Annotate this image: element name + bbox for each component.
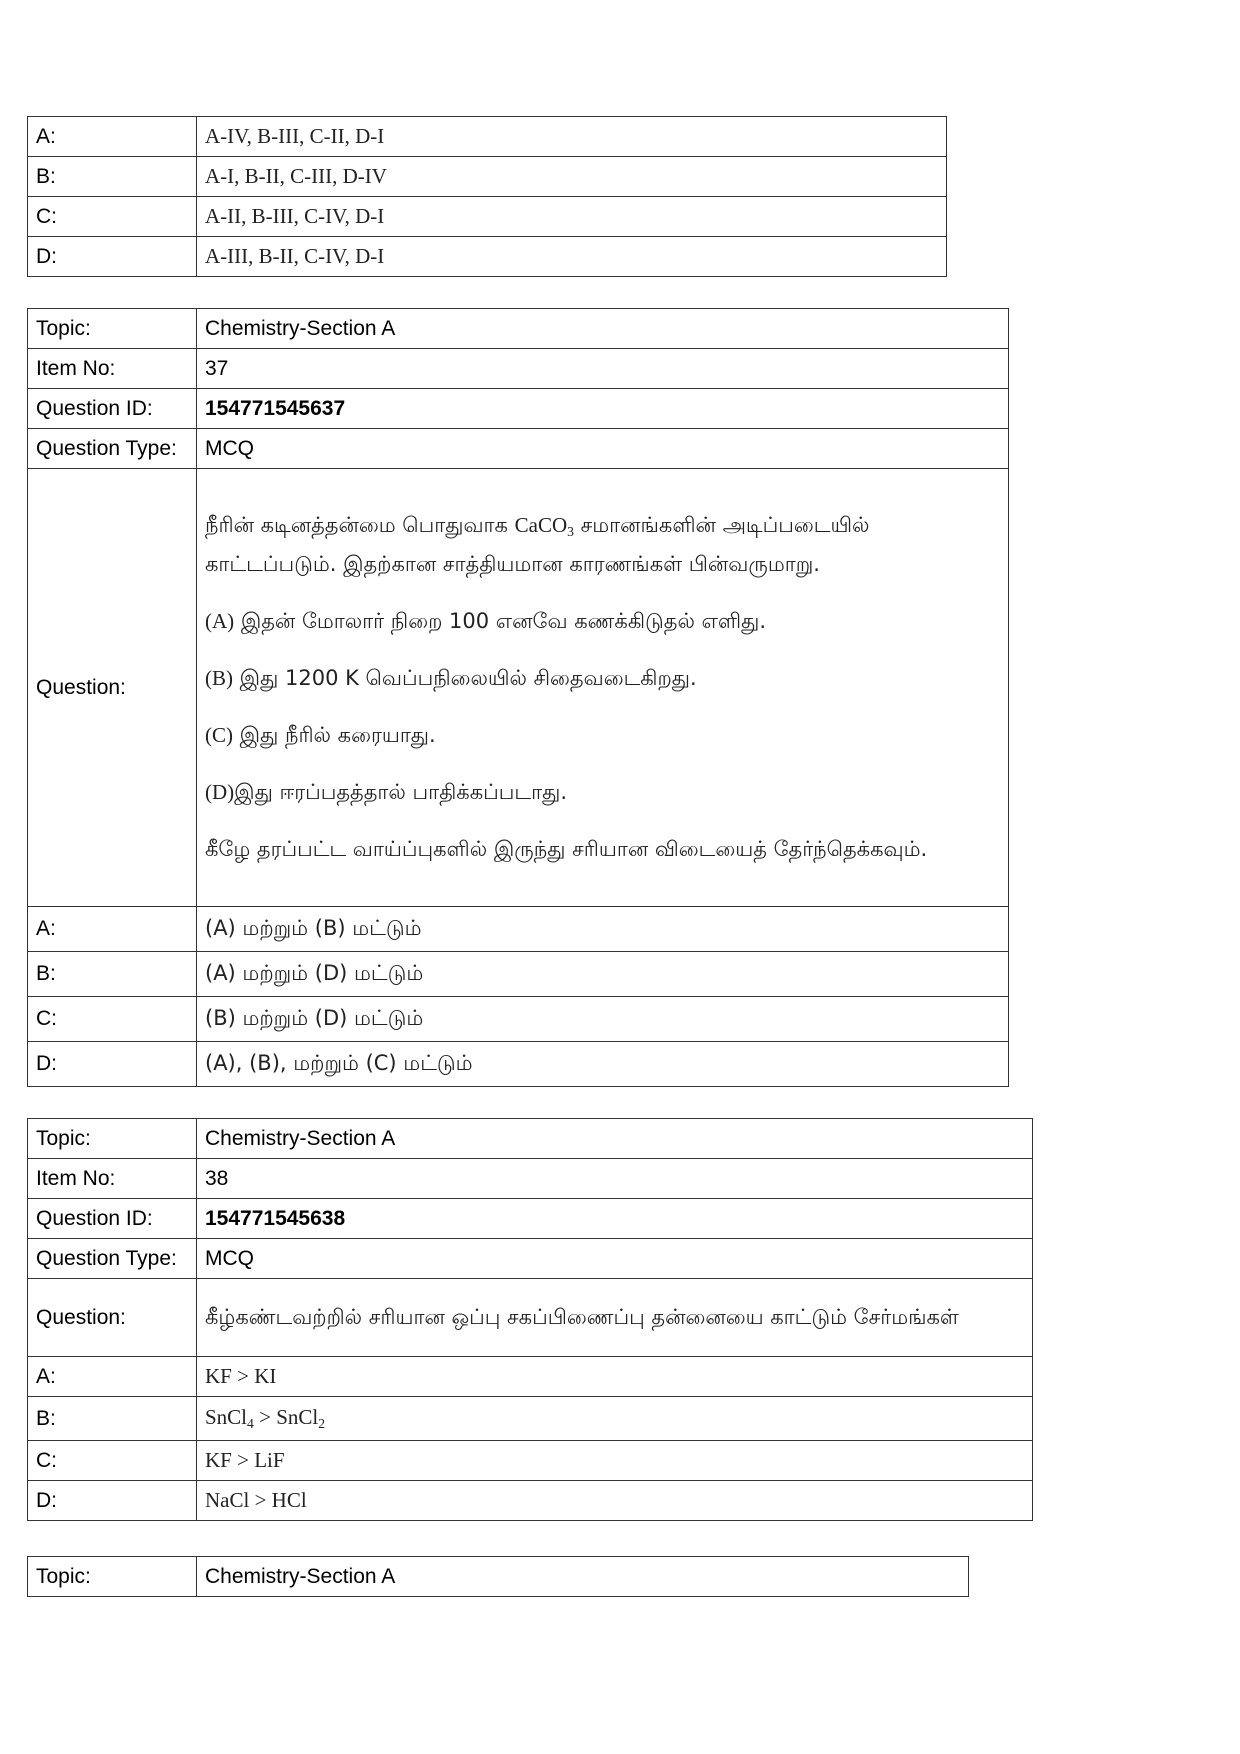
question-intro: நீரின் கடினத்தன்மை பொதுவாக CaCO$_3$ சமானங்களின் அடிப்படையில் காட்டப்படும். இதற்கான சாத்தியமான காரணங்கள் பின்வருமாறு. <box>205 512 870 577</box>
topic-value: Chemistry-Section A <box>197 1557 969 1597</box>
topic-label: Topic: <box>28 1119 197 1159</box>
question-type-value: MCQ <box>197 1239 1033 1279</box>
option-c-label: C: <box>28 997 197 1042</box>
question-id-label: Question ID: <box>28 389 197 429</box>
topic-label: Topic: <box>28 309 197 349</box>
statement-a: (A) இதன் மோலார் நிறை 100 எனவே கணக்கிடுதல் எளிது. <box>205 609 767 634</box>
table-row <box>28 389 1009 429</box>
table-row <box>28 1441 1033 1481</box>
prev-options-table <box>27 116 947 277</box>
option-a-label: A: <box>28 907 197 952</box>
option-d-label: D: <box>28 1481 197 1521</box>
topic-label: Topic: <box>28 1557 197 1597</box>
topic-value: Chemistry-Section A <box>197 309 1009 349</box>
table-row <box>28 1042 1009 1087</box>
table-row <box>28 1481 1033 1521</box>
question-type-value: MCQ <box>197 429 1009 469</box>
option-label: B: <box>28 157 197 197</box>
item-no-label: Item No: <box>28 1159 197 1199</box>
table-row <box>28 237 947 277</box>
option-value: A-II, B-III, C-IV, D-I <box>197 197 947 237</box>
option-b-value: (A) மற்றும் (D) மட்டும் <box>197 952 1009 997</box>
question-type-label: Question Type: <box>28 429 197 469</box>
table-row <box>28 429 1009 469</box>
option-value: A-III, B-II, C-IV, D-I <box>197 237 947 277</box>
table-row <box>28 1119 1033 1159</box>
question-label: Question: <box>28 469 197 907</box>
table-row <box>28 117 947 157</box>
table-row <box>28 197 947 237</box>
option-c-value: KF > LiF <box>197 1441 1033 1481</box>
option-label: D: <box>28 237 197 277</box>
statement-c: (C) இது நீரில் கரையாது. <box>205 723 436 748</box>
table-row <box>28 952 1009 997</box>
option-b-value: SnCl$_4$ > SnCl$_2$ <box>197 1397 1033 1441</box>
option-d-value: NaCl > HCl <box>197 1481 1033 1521</box>
question-37-table <box>27 308 1009 1087</box>
option-label: C: <box>28 197 197 237</box>
option-c-label: C: <box>28 1441 197 1481</box>
topic-value: Chemistry-Section A <box>197 1119 1033 1159</box>
question-id-label: Question ID: <box>28 1199 197 1239</box>
question-label: Question: <box>28 1279 197 1357</box>
question-id-value: 154771545638 <box>197 1199 1033 1239</box>
table-row <box>28 157 947 197</box>
item-no-value: 38 <box>197 1159 1033 1199</box>
option-c-value: (B) மற்றும் (D) மட்டும் <box>197 997 1009 1042</box>
question-body <box>197 469 1009 907</box>
table-row <box>28 349 1009 389</box>
option-a-value: (A) மற்றும் (B) மட்டும் <box>197 907 1009 952</box>
item-no-label: Item No: <box>28 349 197 389</box>
item-no-value: 37 <box>197 349 1009 389</box>
table-row <box>28 1239 1033 1279</box>
option-b-label: B: <box>28 1397 197 1441</box>
table-row <box>28 1159 1033 1199</box>
question-instruction: கீழே தரப்பட்ட வாய்ப்புகளில் இருந்து சரியான விடையைத் தேர்ந்தெக்கவும். <box>205 837 928 862</box>
table-row <box>28 469 1009 907</box>
table-row <box>28 1557 969 1597</box>
table-row <box>28 1199 1033 1239</box>
table-row <box>28 309 1009 349</box>
table-row <box>28 1357 1033 1397</box>
table-row <box>28 1279 1033 1357</box>
table-row <box>28 907 1009 952</box>
table-row <box>28 1397 1033 1441</box>
statement-b: (B) இது 1200 K வெப்பநிலையில் சிதைவடைகிறது. <box>205 666 697 691</box>
option-b-label: B: <box>28 952 197 997</box>
question-body: கீழ்கண்டவற்றில் சரியான ஒப்பு சகப்பிணைப்பு தன்னையை காட்டும் சேர்மங்கள் <box>197 1279 1033 1357</box>
question-38-table <box>27 1118 1033 1521</box>
option-value: A-I, B-II, C-III, D-IV <box>197 157 947 197</box>
option-d-value: (A), (B), மற்றும் (C) மட்டும் <box>197 1042 1009 1087</box>
option-label: A: <box>28 117 197 157</box>
table-row <box>28 997 1009 1042</box>
question-id-value: 154771545637 <box>197 389 1009 429</box>
question-39-table <box>27 1556 969 1597</box>
question-type-label: Question Type: <box>28 1239 197 1279</box>
option-a-value: KF > KI <box>197 1357 1033 1397</box>
option-value: A-IV, B-III, C-II, D-I <box>197 117 947 157</box>
option-a-label: A: <box>28 1357 197 1397</box>
statement-d: (D)இது ஈரப்பதத்தால் பாதிக்கப்படாது. <box>205 780 567 805</box>
option-d-label: D: <box>28 1042 197 1087</box>
